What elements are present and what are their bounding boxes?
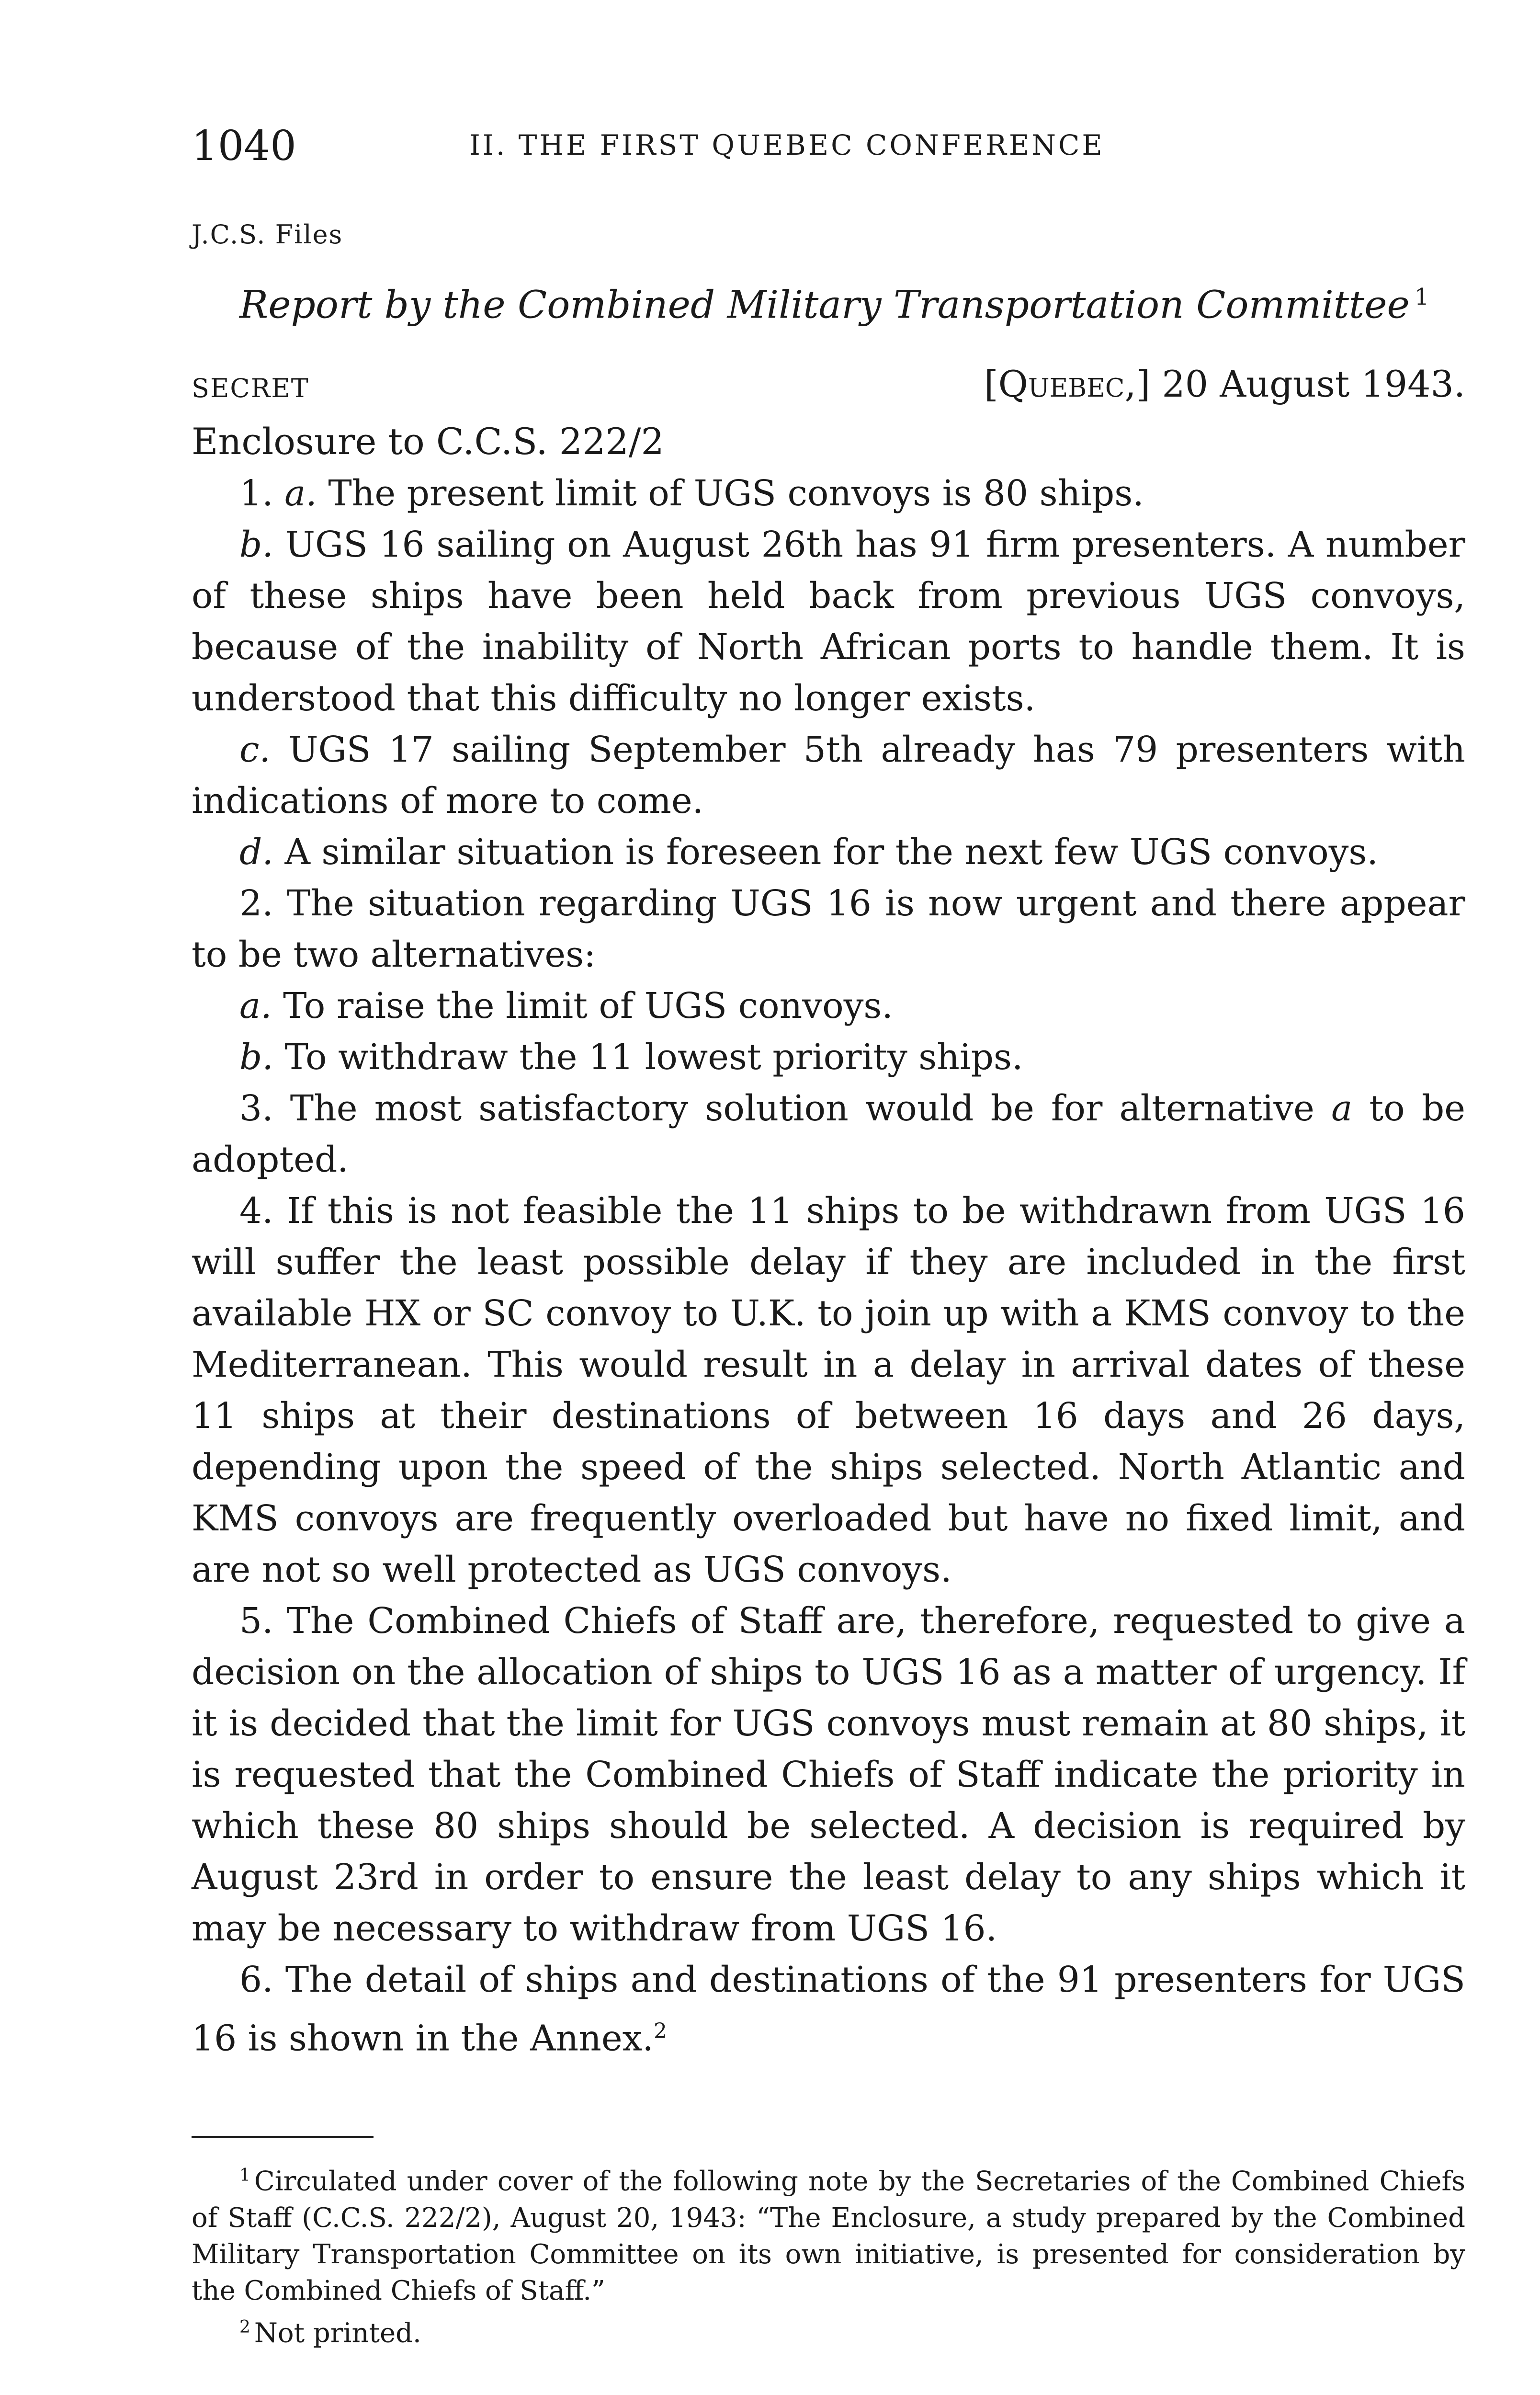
- paragraph-letter: a.: [239, 985, 272, 1026]
- source-line: J.C.S. Files: [192, 219, 343, 250]
- paragraph-6: [192, 1954, 1465, 2064]
- running-head: [192, 120, 1465, 187]
- paragraph-number: 4.: [239, 1190, 273, 1232]
- paragraph-letter: d.: [239, 831, 273, 873]
- paragraph-text: If this is not feasible the 11 ships to be withdrawn from UGS 16 will suffer the least possible delay if they are included in the first available HX or SC convoy to U.K. to join up with a KMS convoy to the Mediterranean. This would result in a delay in arrival dates of these 11 ships at their destinations of between 16 days and 26 days, depending upon the speed of the ships selected. North Atlantic and KMS convoys are frequently overloaded but have no fixed limit, and are not so well protected as UGS convoys.: [192, 1190, 1465, 1590]
- paragraph-number: 6.: [239, 1959, 273, 2000]
- paragraph-text: A similar situation is foreseen for the next few UGS convoys.: [284, 831, 1378, 873]
- paragraph-text: UGS 17 sailing September 5th already has 79 presenters with indications of more to come.: [192, 729, 1465, 821]
- document-title: [192, 268, 1465, 334]
- paragraph-letter: b.: [239, 1036, 273, 1078]
- dateline-date: 20 August 1943.: [1162, 362, 1465, 405]
- document-page: [192, 120, 1465, 2352]
- enclosure-line: Enclosure to C.C.S. 222/2: [192, 420, 664, 463]
- paragraph-text: To withdraw the 11 lowest priority ships.: [284, 1036, 1023, 1078]
- dateline: [Quebec,] 20 August 1943.: [984, 362, 1465, 405]
- paragraph-text: to be adopted.: [192, 1087, 1465, 1180]
- running-title: II. THE FIRST QUEBEC CONFERENCE: [469, 129, 1105, 161]
- paragraph-letter: c.: [239, 729, 271, 770]
- footnotes: [192, 2157, 1465, 2351]
- paragraph-1c: [192, 724, 1465, 827]
- footnote-divider: [192, 2136, 374, 2138]
- title-footnote-mark: 1: [1414, 284, 1429, 310]
- dateline-place: Quebec: [998, 362, 1125, 405]
- paragraph-1a: [192, 468, 1465, 519]
- paragraph-number: 1.: [239, 472, 273, 514]
- paragraph-1b: [192, 519, 1465, 724]
- paragraph-text: The Combined Chiefs of Staff are, therefore, requested to give a decision on the allocation of ships to UGS 16 as a matter of urgency. If it is decided that the limit for UGS convoys must remain at 80 ships, it is requested that the Combined Chiefs of Staff indicate the priority in which these 80 ships should be selected. A decision is required by August 23rd in order to ensure the least delay to any ships which it may be necessary to withdraw from UGS 16.: [192, 1600, 1466, 1949]
- document-title-text: Report by the Combined Military Transportation Committee: [239, 282, 1410, 327]
- paragraph-1d: [192, 827, 1465, 878]
- paragraph-5: [192, 1596, 1465, 1954]
- footnote-1: [192, 2157, 1465, 2309]
- footnote-mark: 1: [239, 2166, 250, 2186]
- classification-label: SECRET: [192, 373, 309, 403]
- footnote-mark: 2: [239, 2317, 250, 2337]
- paragraph-text: The most satisfactory solution would be for alternative: [290, 1087, 1314, 1129]
- footnote-text: Circulated under cover of the following note by the Secretaries of the Combined Chiefs of Staff (C.C.S. 222/2), August 20, 1943: “The Enclosure, a study prepared by the Combined Military Transportation Committee on its own initiative, is presented for consideration by the Combined Chiefs of Staff.”: [192, 2166, 1465, 2306]
- paragraph-number: 2.: [239, 882, 273, 924]
- paragraph-number: 5.: [239, 1600, 273, 1642]
- classification-row: [192, 363, 1465, 415]
- footnote-mark: 2: [653, 2019, 667, 2043]
- paragraph-italic-word: a: [1331, 1087, 1353, 1129]
- paragraph-4: [192, 1186, 1465, 1596]
- paragraph-3: [192, 1083, 1465, 1186]
- paragraph-text: The detail of ships and destinations of the 91 presenters for UGS 16 is shown in the Annex.: [192, 1959, 1465, 2059]
- paragraph-number: 3.: [239, 1087, 273, 1129]
- paragraph-letter: b.: [239, 524, 273, 565]
- paragraph-2a: [192, 981, 1465, 1032]
- paragraph-text: To raise the limit of UGS convoys.: [283, 985, 893, 1026]
- paragraph-letter: a.: [284, 472, 317, 514]
- paragraph-text: The situation regarding UGS 16 is now urgent and there appear to be two alternatives:: [192, 882, 1466, 975]
- paragraph-text: UGS 16 sailing on August 26th has 91 firm presenters. A number of these ships have been held back from previous UGS convoys, because of the inability of North African ports to handle them. It is understood that this difficulty no longer exists.: [192, 524, 1465, 719]
- paragraph-text: The present limit of UGS convoys is 80 ships.: [328, 472, 1144, 514]
- footnote-2: [192, 2309, 1465, 2352]
- paragraph-2: [192, 878, 1465, 981]
- footnote-text: Not printed.: [254, 2317, 421, 2349]
- paragraph-2b: [192, 1032, 1465, 1083]
- page-number: 1040: [192, 122, 296, 170]
